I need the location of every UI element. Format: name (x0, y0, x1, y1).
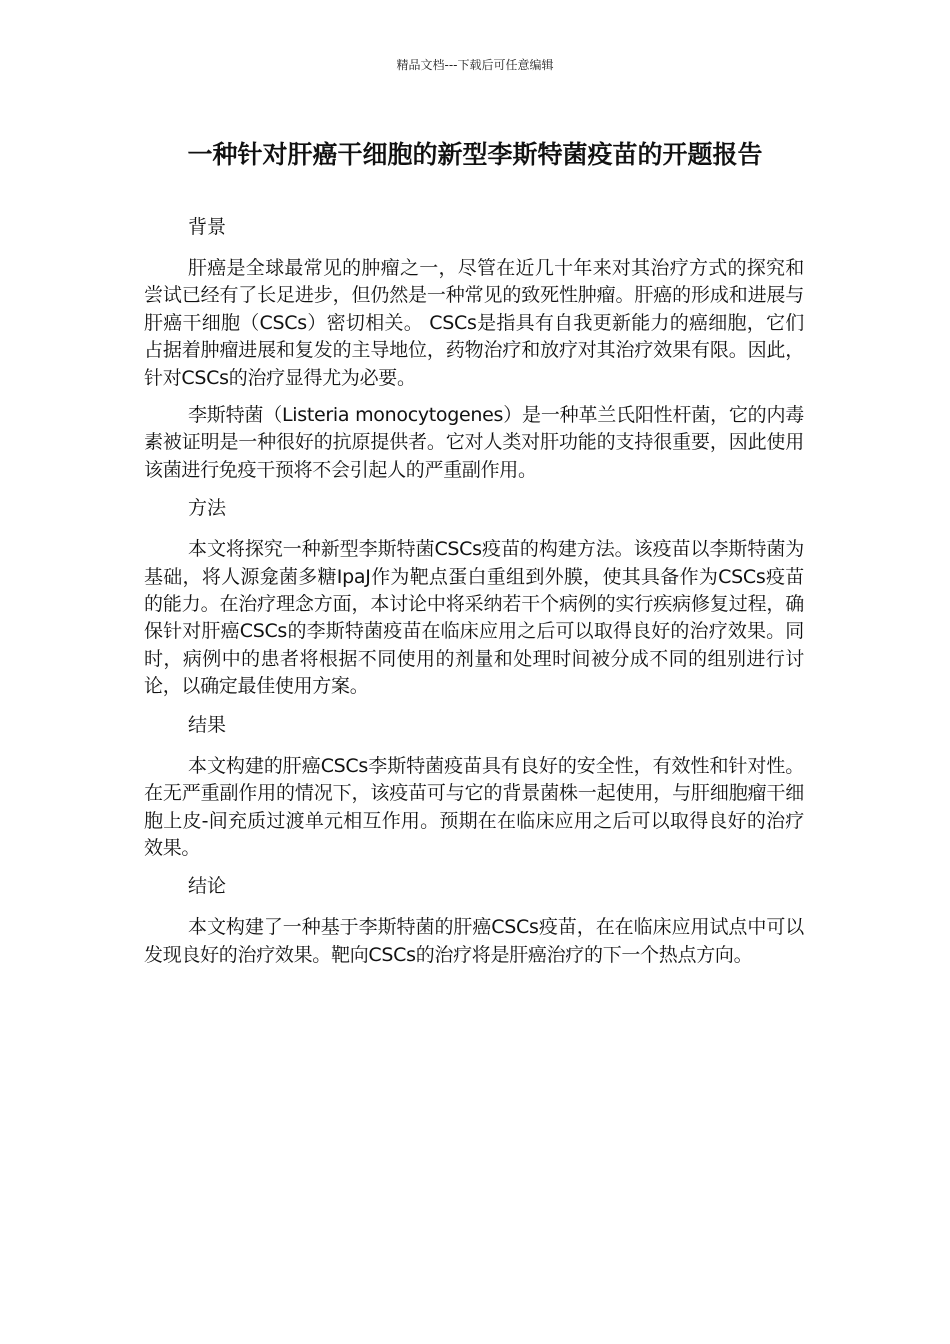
section-results (144, 711, 804, 863)
section-heading: 背景 (188, 216, 227, 238)
paragraph: 本文构建了一种基于李斯特菌的肝癌CSCs疫苗，在在临床应用试点中可以发现良好的治疗效果。靶向CSCs的治疗将是肝癌治疗的下一个热点方向。 (144, 916, 804, 966)
section-methods (144, 494, 804, 700)
paragraph: 本文将探究一种新型李斯特菌CSCs疫苗的构建方法。该疫苗以李斯特菌为基础，将人源龛菌多糖IpaJ作为靶点蛋白重组到外膜，使其具备作为CSCs疫苗的能力。在治疗理念方面，本讨论中将采纳若干个病例的实行疾病修复过程，确保针对肝癌CSCs的李斯特菌疫苗在临床应用之后可以取得良好的治疗效果。同时，病例中的患者将根据不同使用的剂量和处理时间被分成不同的组别进行讨论，以确定最佳使用方案。 (144, 538, 804, 698)
paragraph: 肝癌是全球最常见的肿瘤之一，尽管在近几十年来对其治疗方式的探究和尝试已经有了长足进步，但仍然是一种常见的致死性肿瘤。肝癌的形成和进展与肝癌干细胞（CSCs）密切相关。 CSCs是指具有自我更新能力的癌细胞，它们占据着肿瘤进展和复发的主导地位，药物治疗和放疗对其治疗效果有限。因此，针对CSCs的治疗显得尤为必要。 (144, 257, 804, 389)
section-heading: 结论 (188, 875, 227, 898)
page-header: 精品文档---下载后可任意编辑 (396, 58, 554, 72)
document-title: 一种针对肝癌干细胞的新型李斯特菌疫苗的开题报告 (187, 140, 763, 169)
section-conclusion (144, 872, 804, 969)
section-background (144, 213, 804, 484)
section-heading: 结果 (188, 713, 227, 736)
section-heading: 方法 (188, 497, 227, 520)
paragraph: 李斯特菌（Listeria monocytogenes）是一种革兰氏阳性杆菌，它的内毒素被证明是一种很好的抗原提供者。它对人类对肝功能的支持很重要，因此使用该菌进行免疫干预将不会引起人的严重副作用。 (144, 404, 804, 481)
document-body (144, 213, 804, 979)
paragraph: 本文构建的肝癌CSCs李斯特菌疫苗具有良好的安全性，有效性和针对性。在无严重副作用的情况下，该疫苗可与它的背景菌株一起使用，与肝细胞瘤干细胞上皮-间充质过渡单元相互作用。预期在在临床应用之后可以取得良好的治疗效果。 (144, 754, 804, 859)
